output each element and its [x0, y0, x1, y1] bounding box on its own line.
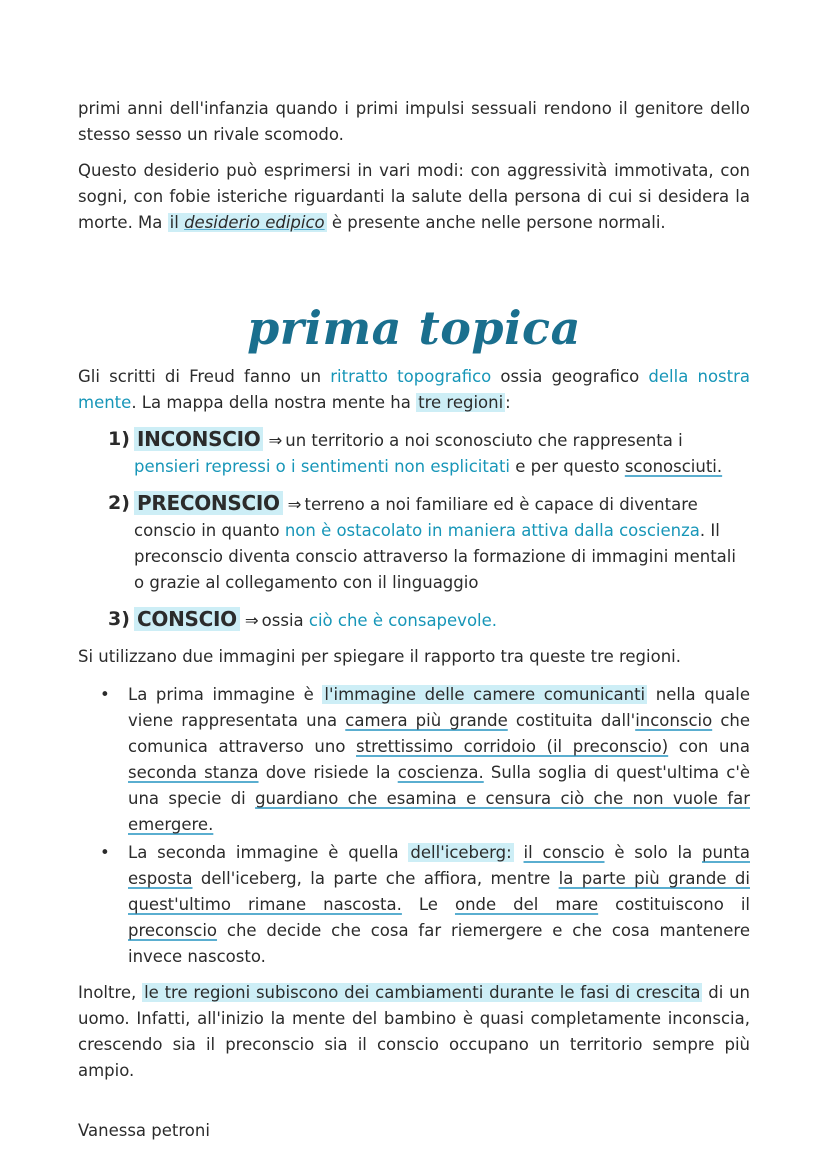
regions-list — [78, 426, 750, 634]
underlined-term: onde del mare — [454, 895, 599, 914]
text: e per questo — [510, 457, 625, 476]
region-text — [134, 490, 750, 596]
list-item — [100, 682, 750, 838]
edipic-term: desiderio edipico — [184, 213, 325, 232]
bullet-text — [128, 840, 750, 970]
underlined-term: coscienza. — [397, 763, 484, 782]
list-number: 2) — [108, 492, 130, 514]
text: Gli scritti di Freud fanno un — [78, 367, 331, 386]
underlined-term: sconosciuti. — [624, 457, 723, 476]
text: un territorio a noi sconosciuto che rappresenta i — [285, 431, 683, 450]
text: dell'iceberg, la parte che affiora, mentre — [192, 869, 559, 888]
region-item — [108, 606, 750, 634]
text: : — [505, 393, 511, 412]
text: La seconda immagine è quella — [128, 843, 409, 862]
arrow-icon: ⇒ — [268, 431, 283, 450]
underlined-term: inconscio — [635, 711, 713, 730]
list-item — [100, 840, 750, 970]
underlined-term: camera più grande — [345, 711, 508, 730]
list-number: 1) — [108, 428, 130, 450]
images-list — [78, 682, 750, 970]
teal-term: della nostra mente — [78, 367, 750, 412]
text: Le — [401, 895, 455, 914]
region-term: CONSCIO — [134, 607, 240, 631]
notes-page — [78, 96, 750, 1144]
region-item — [108, 490, 750, 596]
text: il — [169, 213, 185, 232]
text: terreno a noi familiare ed è capace di diventare conscio in quanto — [134, 495, 698, 540]
paragraph-closing — [78, 980, 750, 1084]
text: Sulla soglia di quest'ultima c'è una specie di — [128, 763, 751, 808]
teal-term: non è ostacolato in maniera attiva dalla coscienza — [284, 521, 700, 540]
paragraph-intro: primi anni dell'infanzia quando i primi impulsi sessuali rendono il genitore dello stesso sesso un rivale scomodo. — [78, 99, 750, 144]
paragraph-desire — [78, 158, 750, 236]
text: . La mappa della nostra mente ha — [131, 393, 417, 412]
underlined-term: punta esposta — [128, 843, 750, 888]
text: ossia geografico — [491, 367, 649, 386]
region-item — [108, 426, 750, 480]
region-term: INCONSCIO — [134, 427, 263, 451]
text: è solo la — [604, 843, 703, 862]
section-title: prima topica — [247, 301, 581, 355]
underlined-term: seconda stanza — [128, 763, 259, 782]
region-text — [134, 426, 750, 480]
text: Inoltre, — [78, 983, 143, 1002]
text: Questo desiderio può esprimersi in vari modi: con aggressività immotivata, con sogni, con fobie isteriche riguardanti la salute della persona di cui si desidera la morte. Ma — [78, 161, 750, 232]
highlight-term: tre regioni — [418, 393, 504, 412]
underlined-term: guardiano che esamina e censura ciò che non vuole far emergere. — [128, 789, 750, 834]
text: costituita dall' — [507, 711, 636, 730]
text: di un uomo. Infatti, all'inizio la mente del bambino è quasi completamente inconscia, crescendo sia il preconscio sia il conscio occupano un territorio sempre più ampio. — [78, 983, 750, 1080]
bullet-text — [128, 682, 750, 838]
bullet-icon: • — [100, 843, 110, 862]
highlight-term: l'immagine delle camere comunicanti — [324, 685, 646, 704]
text: La prima immagine è — [128, 685, 323, 704]
highlight-term: dell'iceberg: — [410, 843, 512, 862]
text: che comunica attraverso uno — [128, 711, 750, 756]
teal-term: pensieri repressi o i sentimenti non esplicitati — [134, 457, 511, 476]
bullet-icon: • — [100, 685, 110, 704]
teal-term: ciò che è consapevole. — [308, 611, 498, 630]
region-term: PRECONSCIO — [134, 491, 283, 515]
underlined-term: strettissimo corridoio (il preconscio) — [356, 737, 669, 756]
teal-term: ritratto topografico — [330, 367, 492, 386]
text: che decide che cosa far riemergere e che cosa mantenere invece nascosto. — [128, 921, 750, 966]
list-number: 3) — [108, 608, 130, 630]
text: con una — [668, 737, 750, 756]
text: è presente anche nelle persone normali. — [326, 213, 666, 232]
paragraph-topography — [78, 364, 750, 416]
arrow-icon: ⇒ — [244, 611, 259, 630]
underlined-term: la parte più grande di quest'ultimo rimane nascosta. — [128, 869, 750, 914]
highlight-edipic — [168, 213, 327, 232]
underlined-term: preconscio — [128, 921, 218, 940]
paragraph-images-intro: Si utilizzano due immagini per spiegare il rapporto tra queste tre regioni. — [78, 647, 681, 666]
text: ossia — [261, 611, 309, 630]
text: dove risiede la — [258, 763, 398, 782]
text — [514, 843, 524, 862]
author-signature: Vanessa petroni — [78, 1121, 210, 1140]
text: nella quale viene rappresentata una — [128, 685, 751, 730]
underlined-term: il conscio — [523, 843, 605, 862]
arrow-icon: ⇒ — [287, 495, 302, 514]
text: . Il preconscio diventa conscio attraverso la formazione di immagini mentali o grazie al collegamento con il linguaggio — [134, 521, 736, 592]
region-text — [134, 606, 750, 634]
highlight-term: le tre regioni subiscono dei cambiamenti durante le fasi di crescita — [144, 983, 701, 1002]
text: costituiscono il — [598, 895, 750, 914]
